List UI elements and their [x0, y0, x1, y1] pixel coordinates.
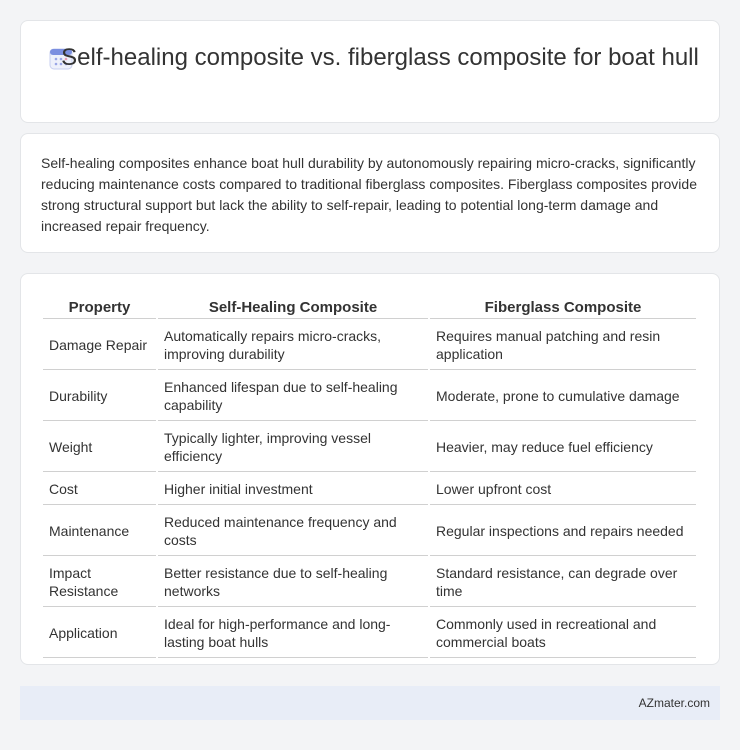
footer-site-name[interactable]: AZmater.com — [638, 696, 710, 710]
page-title: Self-healing composite vs. fiberglass composite for boat hull — [61, 44, 699, 71]
table-row — [43, 423, 696, 472]
comparison-table — [41, 294, 698, 660]
cell-property: Maintenance — [43, 507, 156, 556]
cell-fiberglass: Lower upfront cost — [430, 474, 696, 505]
cell-self-healing: Reduced maintenance frequency and costs — [158, 507, 428, 556]
cell-fiberglass: Requires manual patching and resin application — [430, 321, 696, 370]
cell-property: Durability — [43, 372, 156, 421]
cell-self-healing: Better resistance due to self-healing networks — [158, 558, 428, 607]
table-row — [43, 609, 696, 658]
cell-fiberglass: Heavier, may reduce fuel efficiency — [430, 423, 696, 472]
footer-bar — [20, 686, 720, 720]
header-self-healing: Self-Healing Composite — [158, 296, 428, 319]
cell-self-healing: Enhanced lifespan due to self-healing capability — [158, 372, 428, 421]
cell-self-healing: Higher initial investment — [158, 474, 428, 505]
table-header-row — [43, 296, 696, 319]
cell-fiberglass: Regular inspections and repairs needed — [430, 507, 696, 556]
cell-self-healing: Ideal for high-performance and long-lasting boat hulls — [158, 609, 428, 658]
header-property: Property — [43, 296, 156, 319]
title-card — [20, 20, 720, 123]
cell-property: Damage Repair — [43, 321, 156, 370]
table-card — [20, 273, 720, 665]
cell-self-healing: Typically lighter, improving vessel efficiency — [158, 423, 428, 472]
cell-property: Cost — [43, 474, 156, 505]
cell-property: Impact Resistance — [43, 558, 156, 607]
cell-property: Weight — [43, 423, 156, 472]
table-row — [43, 507, 696, 556]
cell-fiberglass: Commonly used in recreational and commercial boats — [430, 609, 696, 658]
table-row — [43, 321, 696, 370]
intro-paragraph: Self-healing composites enhance boat hull durability by autonomously repairing micro-cracks, significantly reducing maintenance costs compared to traditional fiberglass composites. Fiberglass composites provide strong structural support but lack the ability to self-repair, leading to potential long-term damage and increased repair frequency. — [41, 155, 697, 234]
header-fiberglass: Fiberglass Composite — [430, 296, 696, 319]
intro-card — [20, 133, 720, 253]
cell-property: Application — [43, 609, 156, 658]
table-row — [43, 372, 696, 421]
cell-self-healing: Automatically repairs micro-cracks, improving durability — [158, 321, 428, 370]
table-row — [43, 558, 696, 607]
cell-fiberglass: Moderate, prone to cumulative damage — [430, 372, 696, 421]
table-row — [43, 474, 696, 505]
cell-fiberglass: Standard resistance, can degrade over time — [430, 558, 696, 607]
